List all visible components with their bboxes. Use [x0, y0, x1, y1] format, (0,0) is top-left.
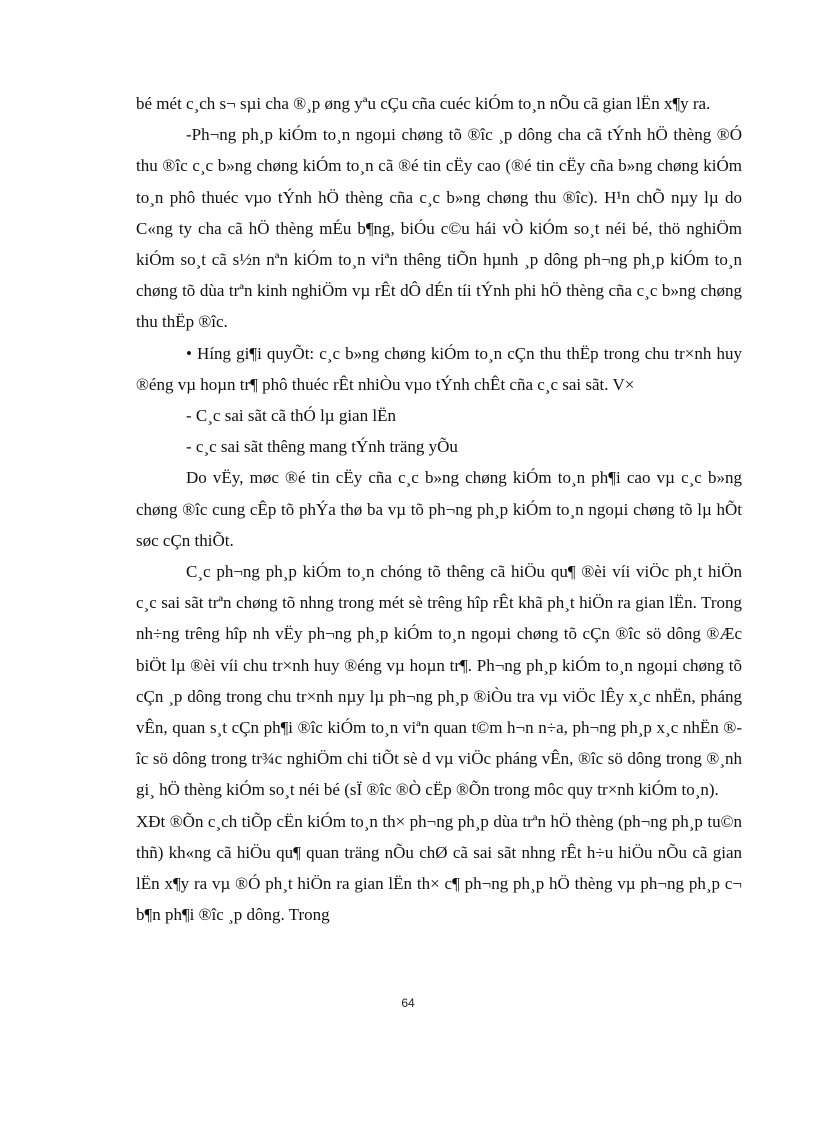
list-item-2: - c¸c sai sãt thêng mang tÝnh träng yÕu	[186, 437, 458, 457]
page-number: 64	[401, 996, 415, 1010]
paragraph-4: Do vËy, møc ®é tin cËy cña c¸c b»ng chøng kiÓm to¸n ph¶i cao vµ c¸c b»ng chøng ®îc cung cÊp tõ phÝa thø ba vµ tõ ph¬ng ph¸p kiÓm to¸n ngoµi chøng tõ lµ hÕt søc cÇn thiÕt.	[136, 468, 742, 550]
paragraph-2: -Ph¬ng ph¸p kiÓm to¸n ngoµi chøng tõ ®îc ¸p dông cha cã tÝnh hÖ thèng ®Ó thu ®îc c¸c b»ng chøng kiÓm to¸n cã ®é tin cËy cao (®é tin cËy cña b»ng chøng kiÓm to¸n phô thuéc vµo tÝnh hÖ thèng cña c¸c b»ng chøng thu ®îc). H¹n chÕ nµy lµ do C«ng ty cha cã hÖ thèng mÉu b¶ng, biÓu c©u hái vÒ kiÓm so¸t néi bé, thö nghiÖm kiÓm so¸t cã s½n nªn kiÓm to¸n viªn thêng tiÕn hµnh ¸p dông ph¬ng ph¸p kiÓm to¸n chøng tõ dùa trªn kinh nghiÖm vµ rÊt dÔ dÉn tíi tÝnh phi hÖ thèng cña c¸c b»ng chøng thu thËp ®îc.	[136, 125, 742, 332]
paragraph-6: XÐt ®Õn c¸ch tiÕp cËn kiÓm to¸n th× ph¬ng ph¸p dùa trªn hÖ thèng (ph¬ng ph¸p tu©n thñ) kh«ng cã hiÖu qu¶ quan träng nÕu chØ cã sai sãt nhng rÊt h÷u hiÖu nÕu cã gian lËn x¶y ra vµ ®Ó ph¸t hiÖn ra gian lËn th× c¶ ph¬ng ph¸p hÖ thèng vµ ph¬ng ph¸p c¬ b¶n ph¶i ®îc ¸p dông. Trong	[136, 811, 742, 925]
paragraph-5: C¸c ph¬ng ph¸p kiÓm to¸n chóng tõ thêng cã hiÖu qu¶ ®èi víi viÖc ph¸t hiÖn c¸c sai sãt trªn chøng tõ nhng trong mét sè trêng hîp rÊt khã ph¸t hiÖn ra gian lËn. Trong nh÷ng trêng hîp nh vËy ph¬ng ph¸p kiÓm to¸n ngoµi chøng tõ cÇn ®îc sö dông ®Æc biÖt lµ ®èi víi chu tr×nh huy ®éng vµ hoµn tr¶. Ph¬ng ph¸p kiÓm to¸n ngoµi chøng tõ cÇn ¸p dông trong chu tr×nh nµy lµ ph¬ng ph¸p ®iÒu tra vµ viÖc lÊy x¸c nhËn, pháng vÊn, quan s¸t cÇn ph¶i ®îc kiÓm to¸n viªn quan t©m h¬n n÷a, ph¬ng ph¸p x¸c nhËn ®îc sö dông trong tr¾c nghiÖm chi tiÕt sè d vµ viÖc pháng vÊn, ®îc sö dông trong ®¸nh gi¸ hÖ thèng kiÓm so¸t néi bé (sÏ ®îc ®Ò cËp ®Õn trong môc quy tr×nh kiÓm to¸n).	[136, 562, 742, 800]
body-text	[136, 88, 742, 930]
paragraph-3: • Híng gi¶i quyÕt: c¸c b»ng chøng kiÓm to¸n cÇn thu thËp trong chu tr×nh huy ®éng vµ hoµn tr¶ phô thuéc rÊt nhiÒu vµo tÝnh chÊt cña c¸c sai sãt. V×	[136, 343, 742, 394]
paragraph-1: bé mét c¸ch s¬ sµi cha ®¸p øng yªu cÇu cña cuéc kiÓm to¸n nÕu cã gian lËn x¶y ra.	[136, 94, 711, 113]
list-item-1: - C¸c sai sãt cã thÓ lµ gian lËn	[186, 406, 396, 426]
